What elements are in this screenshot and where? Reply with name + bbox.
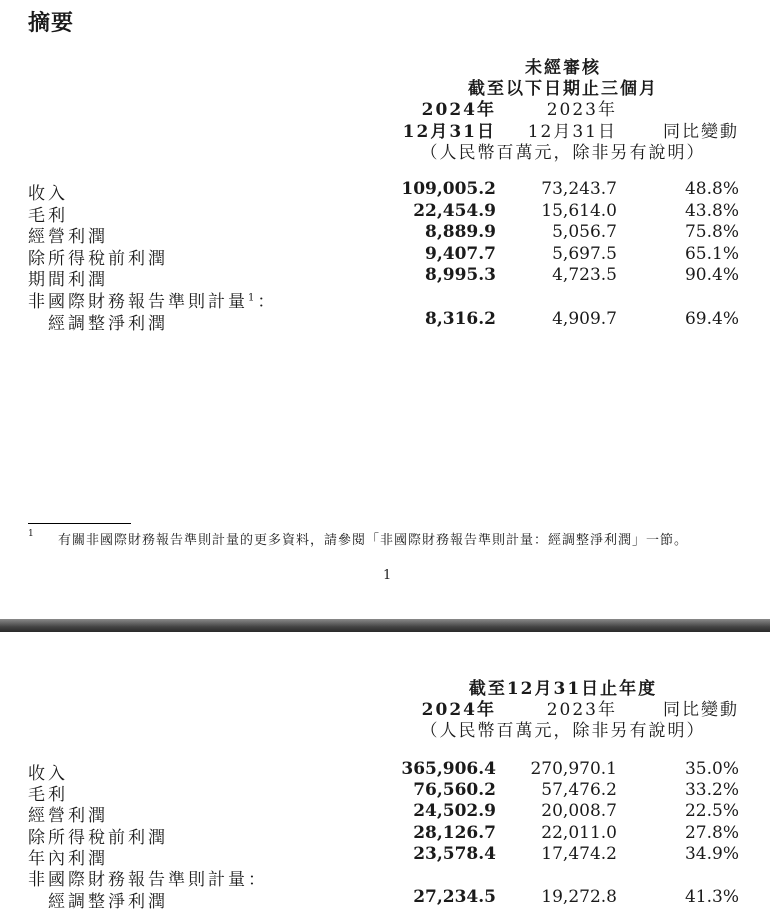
- s2-row-value-2023: 17,474.2: [541, 844, 617, 864]
- s1-row-value-2023: 15,614.0: [541, 201, 617, 221]
- s2-header-unit: （人民幣百萬元，除非另有說明）: [420, 721, 706, 741]
- s1-row-label: 除所得稅前利潤: [28, 249, 168, 269]
- s1-row-change: 65.1%: [684, 244, 739, 264]
- s2-row-label: 毛利: [28, 785, 68, 805]
- s1-header-period: 截至以下日期止三個月: [468, 79, 658, 99]
- s1-row-change: 43.8%: [684, 201, 739, 221]
- s2-row-value-2023: 20,008.7: [541, 801, 617, 821]
- s1-header-col2-year: 2023年: [546, 100, 617, 120]
- s2-header-period: 截至12月31日止年度: [468, 679, 658, 699]
- s2-non-ifrs-heading: 非國際財務報告準則計量：: [28, 870, 268, 890]
- s2-row-label: 除所得稅前利潤: [28, 828, 168, 848]
- s2-row-label: 年內利潤: [28, 849, 108, 869]
- s2-header-col2-year: 2023年: [546, 700, 617, 720]
- s1-adjusted-change: 69.4%: [684, 309, 739, 329]
- s1-row-value-2024: 9,407.7: [425, 244, 496, 264]
- s2-row-value-2024: 365,906.4: [401, 759, 496, 779]
- s2-row-label: 收入: [28, 764, 68, 784]
- s1-row-value-2023: 5,697.5: [552, 244, 617, 264]
- s1-row-label: 收入: [28, 184, 68, 204]
- s1-header-unaudited: 未經審核: [525, 58, 601, 78]
- s1-header-col1-date: 12月31日: [402, 122, 496, 142]
- s1-header-col2-date: 12月31日: [527, 122, 617, 142]
- s1-adjusted-value-2024: 8,316.2: [425, 309, 496, 329]
- s2-row-value-2024: 76,560.2: [413, 780, 496, 800]
- s1-row-value-2023: 73,243.7: [541, 179, 617, 199]
- s1-adjusted-label: 經調整淨利潤: [48, 314, 168, 334]
- s1-row-value-2023: 5,056.7: [552, 222, 617, 242]
- s2-header-col1-year: 2024年: [421, 700, 496, 720]
- s2-adjusted-label: 經調整淨利潤: [48, 892, 168, 912]
- s2-row-label: 經營利潤: [28, 806, 108, 826]
- footnote-mark: 1: [28, 529, 34, 539]
- s2-row-value-2024: 24,502.9: [413, 801, 496, 821]
- footnote-ref: 1: [248, 292, 258, 304]
- s2-row-change: 35.0%: [684, 759, 739, 779]
- page-number: 1: [383, 568, 392, 583]
- s1-row-label: 毛利: [28, 206, 68, 226]
- footnote-text: 有關非國際財務報告準則計量的更多資料，請參閱「非國際財務報告準則計量：經調整淨利潤」一節。: [58, 533, 689, 548]
- s2-adjusted-value-2024: 27,234.5: [413, 887, 496, 907]
- s1-row-value-2024: 8,995.3: [425, 265, 496, 285]
- footnote-rule: [28, 523, 131, 524]
- s2-row-value-2024: 28,126.7: [413, 823, 496, 843]
- s2-row-value-2023: 57,476.2: [541, 780, 617, 800]
- s2-adjusted-value-2023: 19,272.8: [541, 887, 617, 907]
- s1-row-value-2023: 4,723.5: [552, 265, 617, 285]
- s2-row-change: 22.5%: [684, 801, 739, 821]
- s2-header-col3: 同比變動: [663, 700, 739, 720]
- page-separator: [0, 619, 770, 632]
- s1-row-value-2024: 22,454.9: [413, 201, 496, 221]
- s2-row-change: 27.8%: [684, 823, 739, 843]
- s1-row-label: 經營利潤: [28, 227, 108, 247]
- s1-non-ifrs-colon: ：: [257, 292, 278, 312]
- page-title: 摘要: [28, 11, 75, 36]
- s2-row-change: 33.2%: [684, 780, 739, 800]
- s1-non-ifrs-label: 非國際財務報告準則計量: [28, 292, 248, 312]
- s1-header-unit: （人民幣百萬元，除非另有說明）: [420, 143, 706, 163]
- s2-row-value-2023: 22,011.0: [541, 823, 617, 843]
- s1-row-change: 75.8%: [684, 222, 739, 242]
- s2-row-change: 34.9%: [684, 844, 739, 864]
- s2-row-value-2024: 23,578.4: [413, 844, 496, 864]
- s2-row-value-2023: 270,970.1: [530, 759, 617, 779]
- s1-row-change: 90.4%: [684, 265, 739, 285]
- s1-row-label: 期間利潤: [28, 270, 108, 290]
- s1-adjusted-value-2023: 4,909.7: [552, 309, 617, 329]
- s1-row-change: 48.8%: [684, 179, 739, 199]
- s1-row-value-2024: 109,005.2: [401, 179, 496, 199]
- s1-row-value-2024: 8,889.9: [425, 222, 496, 242]
- s1-header-col1-year: 2024年: [421, 100, 496, 120]
- s1-header-col3: 同比變動: [663, 122, 739, 142]
- s2-adjusted-change: 41.3%: [684, 887, 739, 907]
